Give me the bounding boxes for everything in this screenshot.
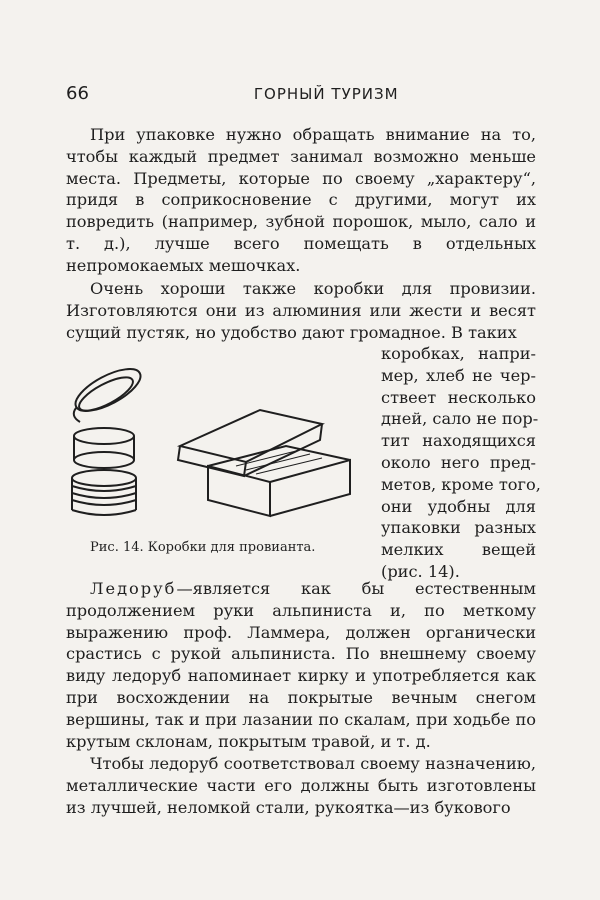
ice-axe-term: Ледоруб	[90, 579, 177, 598]
column-line: около него пред-	[381, 452, 536, 472]
page-number: 66	[66, 83, 89, 104]
running-title: ГОРНЫЙ ТУРИЗМ	[253, 84, 399, 103]
page-header	[66, 83, 536, 104]
ice-axe-text: —является как бы естественным продолжением руки альпиниста и, по меткому выражению проф. Ламмера, должен органически срастись с рукой альпиниста. По внешнему своему виду ледоруб напоминает кирку и употребляется как при восхождении на покрытые вечным снегом вершины, так и при лазании по скалам, при ходьбе по крутым склонам, покрытым травой, и т. д.	[66, 579, 536, 751]
paragraph-food-boxes: Очень хороши также коробки для провизии. Изготовляются они из алюминия или жести и весят сущий пустяк, но удобство дают громадное. В таких	[66, 279, 536, 342]
column-line: упаковки разных	[381, 518, 536, 538]
column-line: метов, кроме того,	[381, 474, 541, 494]
paragraph-packing: При упаковке нужно обращать внимание на то, чтобы каждый предмет занимал возможно меньше места. Предметы, которые по своему „характеру“, придя в соприкосновение с другими, могут их повредить (например, зубной порошок, мыло, сало и т. д.), лучше всего помещать в отдельных непромокаемых мешочках.	[66, 125, 536, 275]
column-line: ствеет несколько	[381, 387, 536, 407]
column-line: мелких вещей	[381, 540, 536, 560]
figure-caption: Рис. 14. Коробки для провианта.	[90, 540, 316, 555]
column-line: (рис. 14).	[381, 561, 460, 581]
column-line: мер, хлеб не чер-	[381, 365, 536, 385]
provision-boxes-illustration	[60, 350, 370, 540]
column-line: тит находящихся	[381, 431, 536, 451]
column-line: они удобны для	[381, 496, 536, 516]
figure-provision-boxes	[60, 350, 370, 540]
column-line: коробках, напри-	[381, 344, 536, 363]
paragraph-ice-axe	[66, 578, 536, 752]
paragraph-ice-axe-materials: Чтобы ледоруб соответствовал своему назначению, металлические части его должны быть изготовлены из лучшей, неломкой стали, рукоятка—из букового	[66, 754, 536, 817]
column-line: дней, сало не пор-	[381, 409, 539, 429]
paragraph-food-boxes-column	[381, 343, 541, 583]
